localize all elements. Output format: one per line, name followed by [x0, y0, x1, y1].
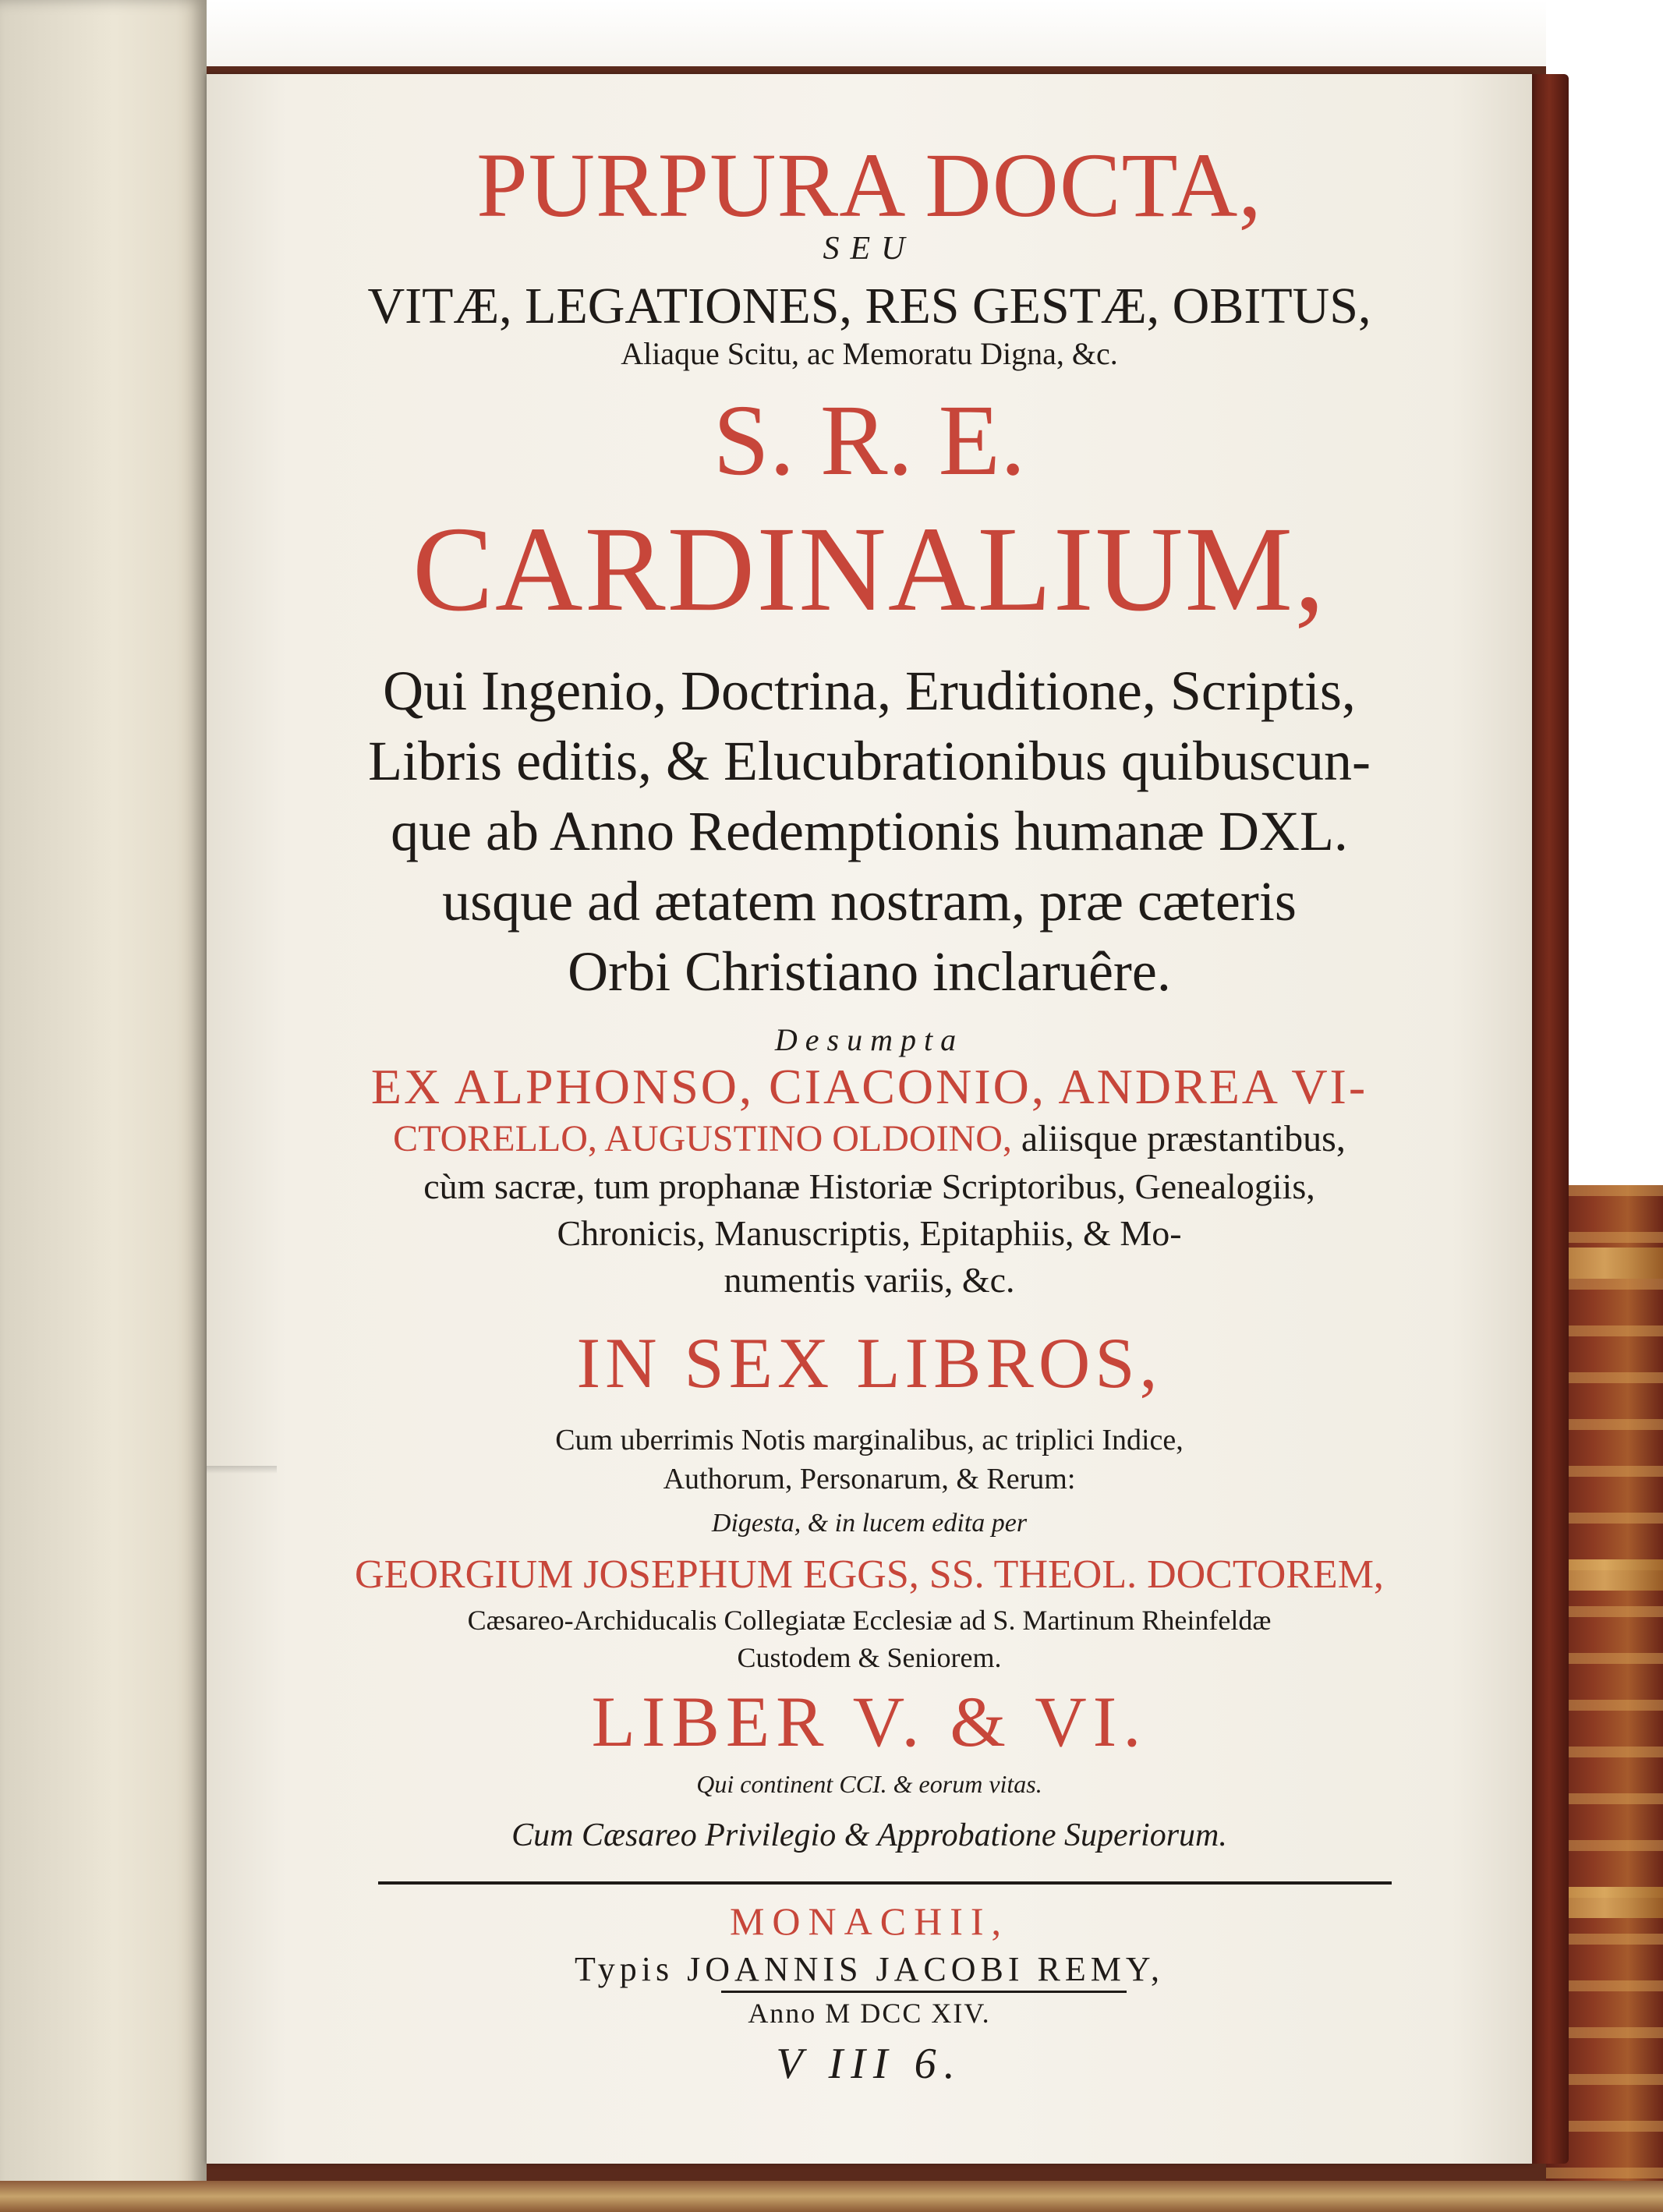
printer-underline: [721, 1991, 1127, 1993]
main-title: PURPURA DOCTA,: [476, 134, 1262, 236]
flyleaf-left: [0, 0, 207, 2212]
in-sex-libros-heading: IN SEX LIBROS,: [576, 1323, 1162, 1403]
page-crease: [207, 1466, 277, 1474]
privilege-line: Cum Cæsareo Privilegio & Approbatione Superiorum.: [511, 1817, 1227, 1853]
background-top: [47, 0, 1663, 66]
description-line: Qui Ingenio, Doctrina, Eruditione, Scriptis,: [383, 660, 1356, 722]
desumpta-label: Desumpta: [774, 1022, 964, 1057]
cardinalium-heading: CARDINALIUM,: [412, 501, 1327, 636]
notes-line: Authorum, Personarum, & Rerum:: [663, 1463, 1076, 1495]
author-title: Custodem & Seniorem.: [737, 1642, 1002, 1673]
shelfmark-handwritten: V III 6.: [776, 2040, 963, 2088]
horizontal-rule: [378, 1881, 1392, 1885]
imprint-year: Anno M DCC XIV.: [748, 1998, 991, 2029]
title-connector: SEU: [823, 231, 916, 267]
subtitle-line: Aliaque Scitu, ac Memoratu Digna, &c.: [621, 336, 1118, 371]
sources-line: numentis variis, &c.: [724, 1260, 1015, 1300]
notes-line: Cum uberrimis Notis marginalibus, ac triplici Indice,: [555, 1424, 1184, 1456]
liber-heading: LIBER V. & VI.: [591, 1682, 1148, 1761]
description-line: Libris editis, & Elucubrationibus quibuscun-: [368, 730, 1371, 792]
sources-continuation: aliisque præstantibus,: [1021, 1118, 1346, 1159]
imprint-printer: Typis JOANNIS JACOBI REMY,: [575, 1950, 1164, 1988]
book-bottom-edge: [0, 2181, 1663, 2212]
description-line: Orbi Christiano inclaruêre.: [568, 940, 1171, 1003]
sources-line: [207, 1117, 1532, 1160]
sources-line: cùm sacræ, tum prophanæ Historiæ Scriptoribus, Genealogiis,: [423, 1166, 1315, 1206]
author-title: Cæsareo-Archiducalis Collegiatæ Ecclesiæ ad S. Martinum Rheinfeldæ: [467, 1605, 1272, 1636]
digesta-line: Digesta, & in lucem edita per: [711, 1509, 1028, 1538]
sources-authors: CTORELLO, AUGUSTINO OLDOINO,: [393, 1118, 1012, 1159]
sources-line: EX ALPHONSO, CIACONIO, ANDREA VI-: [370, 1059, 1368, 1114]
author-name: GEORGIUM JOSEPHUM EGGS, SS. THEOL. DOCTOREM,: [355, 1552, 1384, 1597]
subtitle-line: VITÆ, LEGATIONES, RES GESTÆ, OBITUS,: [367, 278, 1371, 334]
sre-heading: S. R. E.: [713, 384, 1026, 497]
imprint-place: MONACHII,: [729, 1899, 1010, 1943]
liber-note: Qui continent CCI. & eorum vitas.: [696, 1770, 1042, 1798]
description-line: que ab Anno Redemptionis humanæ DXL.: [391, 800, 1348, 862]
sources-line: Chronicis, Manuscriptis, Epitaphiis, & Mo-: [557, 1213, 1182, 1253]
title-page: [207, 74, 1532, 2164]
description-line: usque ad ætatem nostram, præ cæteris: [442, 870, 1297, 933]
book-cover-right-edge: [1530, 74, 1569, 2164]
